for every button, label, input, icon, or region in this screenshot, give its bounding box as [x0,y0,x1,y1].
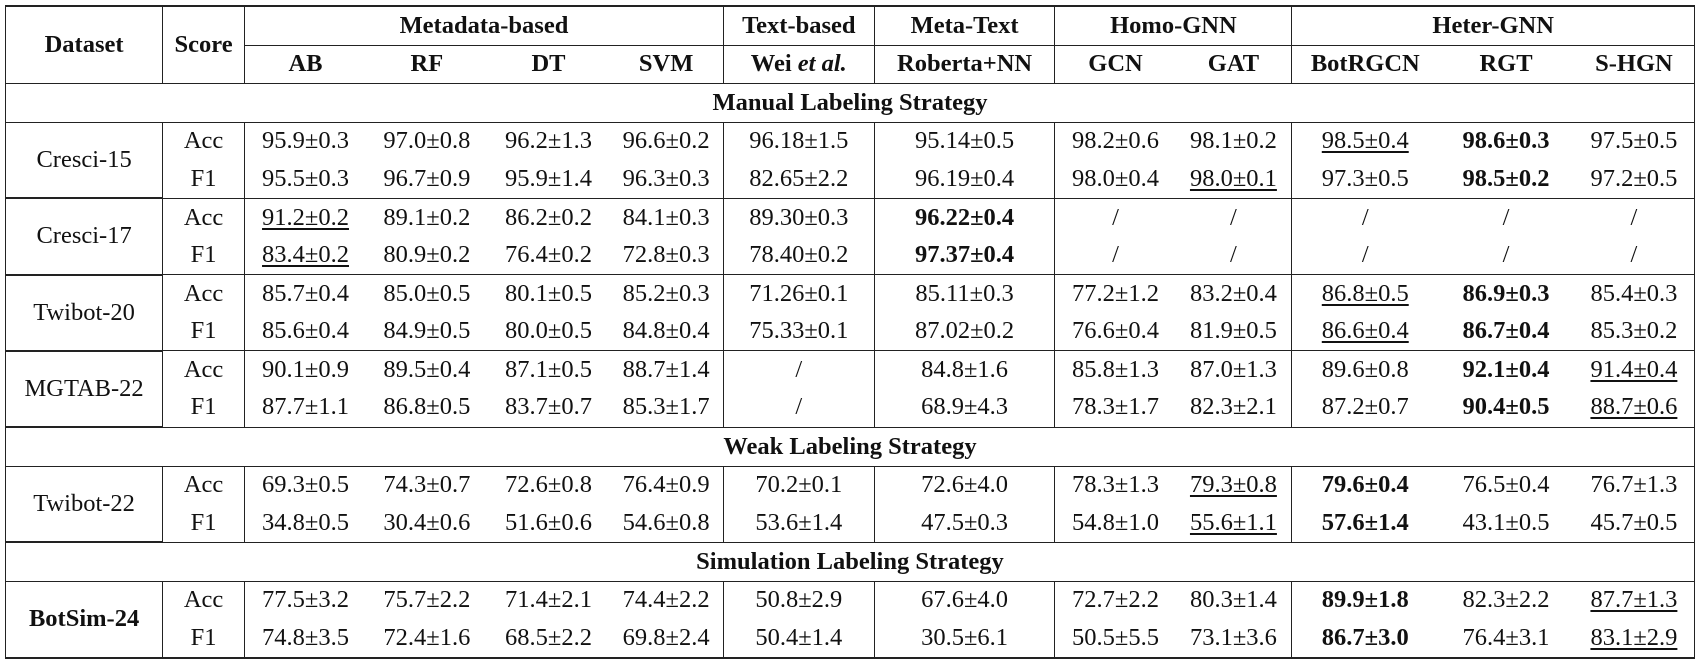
cell-gat: 98.1±0.2 [1176,122,1292,160]
score-label: Acc [163,198,245,236]
cell-botrgcn: / [1292,237,1438,275]
cell-roberta: 95.14±0.5 [874,122,1055,160]
cell-gcn: 78.3±1.7 [1072,393,1159,421]
cell-value-underlined: 55.6±1.1 [1189,508,1277,536]
cell-dt: 71.4±2.1 [505,586,592,614]
cell-gat: / [1176,198,1292,236]
cell-shgn: 85.3±0.2 [1574,313,1695,351]
cell-rgt: 92.1±0.4 [1462,355,1550,383]
cell-rf: 89.5±0.4 [383,355,471,383]
table-row [6,389,1695,427]
cell-value-underlined: 88.7±0.6 [1590,393,1678,421]
cell-value-underlined: 91.2±0.2 [262,203,349,231]
cell-gcn: / [1055,237,1176,275]
cell-gat [1176,466,1292,504]
section-row-manual [6,84,1695,123]
score-label: F1 [163,504,245,542]
cell-roberta: 72.6±4.0 [874,466,1055,504]
table-row [6,198,1695,236]
cell-ab: 74.8±3.5 [244,620,366,659]
header-row-groups [6,6,1695,45]
table-row [6,122,1695,160]
cell-botrgcn: 87.2±0.7 [1321,393,1409,421]
cell-wei: 70.2±0.1 [723,466,874,504]
cell-roberta: 67.6±4.0 [874,581,1055,619]
cell-svm: 84.8±0.4 [609,313,723,351]
cell-svm: 96.3±0.3 [609,160,723,198]
cell-shgn: 85.4±0.3 [1574,275,1695,313]
cell-gcn: 77.2±1.2 [1072,279,1159,307]
score-label: Acc [163,351,245,389]
method-rgt: RGT [1479,50,1533,78]
cell-dt: 80.1±0.5 [505,279,592,307]
header-row-methods [6,45,1695,84]
cell-rf: 97.0±0.8 [383,127,471,155]
cell-svm: 69.8±2.4 [609,620,723,659]
cell-value-underlined: 83.1±2.9 [1590,624,1678,652]
score-label: Acc [163,122,245,160]
cell-roberta: 47.5±0.3 [874,504,1055,542]
cell-roberta: 30.5±6.1 [874,620,1055,659]
method-dt: DT [531,50,566,78]
cell-gat: / [1176,237,1292,275]
score-label: Acc [163,581,245,619]
cell-roberta: 85.11±0.3 [874,275,1055,313]
score-label: Acc [163,275,245,313]
table-row [6,237,1695,275]
cell-rgt: 98.5±0.2 [1438,160,1574,198]
cell-svm: 54.6±0.8 [609,504,723,542]
cell-shgn [1574,351,1695,389]
cell-gcn: 78.3±1.3 [1072,471,1159,499]
cell-dt: 51.6±0.6 [505,508,592,536]
method-wei-etal: et al. [797,50,847,78]
cell-dt: 76.4±0.2 [488,237,610,275]
cell-gcn: 98.0±0.4 [1055,160,1176,198]
cell-value-underlined: 87.7±1.3 [1590,586,1678,614]
cell-gat: 83.2±0.4 [1176,275,1292,313]
cell-rgt: 86.9±0.3 [1462,279,1550,307]
method-gat: GAT [1176,45,1292,84]
cell-rgt: 82.3±2.2 [1462,586,1550,614]
dataset-name: Cresci-17 [6,198,163,274]
cell-value-underlined: 98.5±0.4 [1321,127,1409,155]
table-row [6,160,1695,198]
cell-gat [1176,504,1292,542]
cell-botrgcn: / [1361,203,1369,231]
cell-dt: 95.9±1.4 [488,160,610,198]
cell-botrgcn [1292,313,1438,351]
cell-dt: 86.2±0.2 [505,203,592,231]
cell-botrgcn: 89.9±1.8 [1321,586,1409,614]
cell-roberta: 87.02±0.2 [874,313,1055,351]
method-wei-name: Wei [750,50,798,78]
cell-wei: 78.40±0.2 [723,237,874,275]
method-wei [723,45,874,84]
cell-gcn: / [1112,203,1119,231]
cell-wei: 96.18±1.5 [723,122,874,160]
method-svm: SVM [609,45,723,84]
cell-shgn: 97.5±0.5 [1574,122,1695,160]
cell-ab: 69.3±0.5 [262,471,349,499]
cell-shgn: / [1574,198,1695,236]
cell-gat: 81.9±0.5 [1176,313,1292,351]
cell-botrgcn: 57.6±1.4 [1321,508,1409,536]
cell-value-underlined: 83.4±0.2 [262,241,349,269]
cell-value-underlined: 91.4±0.4 [1590,355,1678,383]
cell-botrgcn: 97.3±0.5 [1292,160,1438,198]
cell-dt: 80.0±0.5 [488,313,610,351]
cell-wei: 89.30±0.3 [723,198,874,236]
cell-shgn [1574,389,1695,427]
table-row [6,466,1695,504]
dataset-name: Twibot-22 [6,466,163,542]
method-botrgcn: BotRGCN [1310,50,1420,78]
method-ab: AB [288,50,323,78]
cell-wei: 75.33±0.1 [723,313,874,351]
cell-rf: 89.1±0.2 [383,203,471,231]
cell-value-underlined: 86.8±0.5 [1321,279,1409,307]
method-roberta-nn: Roberta+NN [874,45,1055,84]
group-header-homo-gnn: Homo-GNN [1055,6,1292,45]
score-label: F1 [163,237,245,275]
cell-wei: 82.65±2.2 [723,160,874,198]
col-header-dataset: Dataset [6,6,163,84]
dataset-name: BotSim-24 [6,581,163,658]
cell-roberta: 96.22±0.4 [874,198,1055,236]
section-label-simulation: Simulation Labeling Strategy [6,542,1695,581]
cell-wei: / [723,351,874,389]
cell-shgn: 97.2±0.5 [1574,160,1695,198]
cell-dt: 96.2±1.3 [505,127,592,155]
cell-wei: 71.26±0.1 [723,275,874,313]
method-gcn: GCN [1088,50,1143,78]
score-label: F1 [163,160,245,198]
cell-svm: 74.4±2.2 [609,581,723,619]
cell-gcn: 72.7±2.2 [1072,586,1159,614]
cell-roberta: 68.9±4.3 [874,389,1055,427]
cell-ab [244,237,366,275]
cell-gcn: 76.6±0.4 [1055,313,1176,351]
cell-gcn: 50.5±5.5 [1055,620,1176,659]
section-label-weak: Weak Labeling Strategy [6,427,1695,466]
cell-gcn: 54.8±1.0 [1072,508,1159,536]
cell-svm: 76.4±0.9 [609,466,723,504]
cell-rf: 84.9±0.5 [366,313,488,351]
score-label: F1 [163,313,245,351]
cell-roberta: 97.37±0.4 [874,237,1055,275]
cell-gcn: 85.8±1.3 [1072,355,1159,383]
cell-rgt: 76.4±3.1 [1438,620,1574,659]
table-row [6,351,1695,389]
cell-rf: 80.9±0.2 [366,237,488,275]
score-label: F1 [163,389,245,427]
cell-ab: 77.5±3.2 [262,586,349,614]
cell-svm: 88.7±1.4 [609,351,723,389]
results-table-container [5,5,1695,659]
cell-gat: 82.3±2.1 [1176,389,1292,427]
cell-shgn [1574,581,1695,619]
cell-rgt: / [1502,203,1510,231]
cell-ab: 95.9±0.3 [262,127,349,155]
group-header-heter-gnn: Heter-GNN [1292,6,1695,45]
cell-svm: 85.3±1.7 [609,389,723,427]
cell-rgt: 98.6±0.3 [1462,127,1550,155]
cell-shgn: 45.7±0.5 [1574,504,1695,542]
dataset-name: Cresci-15 [6,122,163,198]
group-header-metatext: Meta-Text [874,6,1055,45]
dataset-name: Twibot-20 [6,275,163,351]
table-row [6,581,1695,619]
cell-svm: 72.8±0.3 [609,237,723,275]
cell-shgn: / [1574,237,1695,275]
cell-rgt: 86.7±0.4 [1438,313,1574,351]
results-table [5,5,1695,659]
cell-ab: 85.6±0.4 [244,313,366,351]
score-label: F1 [163,620,245,659]
group-header-metadata: Metadata-based [244,6,723,45]
cell-roberta: 84.8±1.6 [874,351,1055,389]
cell-gat: 73.1±3.6 [1176,620,1292,659]
cell-ab: 34.8±0.5 [262,508,349,536]
table-row [6,504,1695,542]
cell-ab: 87.7±1.1 [262,393,349,421]
cell-svm: 85.2±0.3 [609,275,723,313]
cell-rf: 85.0±0.5 [383,279,471,307]
section-row-simulation [6,542,1695,581]
cell-gat: 87.0±1.3 [1176,351,1292,389]
cell-botrgcn: 86.7±3.0 [1292,620,1438,659]
cell-svm: 96.6±0.2 [609,122,723,160]
section-row-weak [6,427,1695,466]
cell-gat [1176,160,1292,198]
cell-value-underlined: 79.3±0.8 [1189,471,1277,499]
cell-svm: 84.1±0.3 [609,198,723,236]
cell-rf: 74.3±0.7 [383,471,471,499]
cell-rf: 75.7±2.2 [383,586,471,614]
cell-rf: 96.7±0.9 [366,160,488,198]
cell-wei: 50.4±1.4 [723,620,874,659]
cell-wei: 53.6±1.4 [723,504,874,542]
table-row [6,620,1695,659]
cell-roberta: 96.19±0.4 [874,160,1055,198]
cell-rgt: 76.5±0.4 [1462,471,1550,499]
cell-value-underlined: 98.0±0.1 [1189,164,1277,192]
cell-dt: 87.1±0.5 [505,355,592,383]
cell-ab: 90.1±0.9 [262,355,349,383]
cell-botrgcn: 89.6±0.8 [1321,355,1409,383]
cell-rgt: / [1438,237,1574,275]
cell-rgt: 90.4±0.5 [1462,393,1550,421]
cell-botrgcn [1292,275,1438,313]
method-rf: RF [410,50,444,78]
cell-gat: 80.3±1.4 [1176,581,1292,619]
cell-shgn: 76.7±1.3 [1574,466,1695,504]
cell-dt: 72.6±0.8 [505,471,592,499]
cell-gcn: 98.2±0.6 [1072,127,1159,155]
section-label-manual: Manual Labeling Strategy [6,84,1695,123]
group-header-text: Text-based [723,6,874,45]
cell-wei: 50.8±2.9 [723,581,874,619]
cell-dt: 68.5±2.2 [488,620,610,659]
cell-ab [244,198,366,236]
cell-shgn [1574,620,1695,659]
cell-botrgcn [1292,122,1438,160]
table-row [6,313,1695,351]
cell-wei: / [723,389,874,427]
cell-rf: 86.8±0.5 [383,393,471,421]
cell-ab: 85.7±0.4 [262,279,349,307]
cell-rgt: 43.1±0.5 [1462,508,1550,536]
method-s-hgn: S-HGN [1574,45,1695,84]
dataset-name: MGTAB-22 [6,351,163,427]
cell-botrgcn: 79.6±0.4 [1321,471,1409,499]
score-label: Acc [163,466,245,504]
cell-rf: 30.4±0.6 [383,508,471,536]
cell-rf: 72.4±1.6 [366,620,488,659]
cell-dt: 83.7±0.7 [505,393,592,421]
col-header-score: Score [163,6,245,84]
cell-ab: 95.5±0.3 [244,160,366,198]
cell-value-underlined: 86.6±0.4 [1321,317,1409,345]
table-row [6,275,1695,313]
